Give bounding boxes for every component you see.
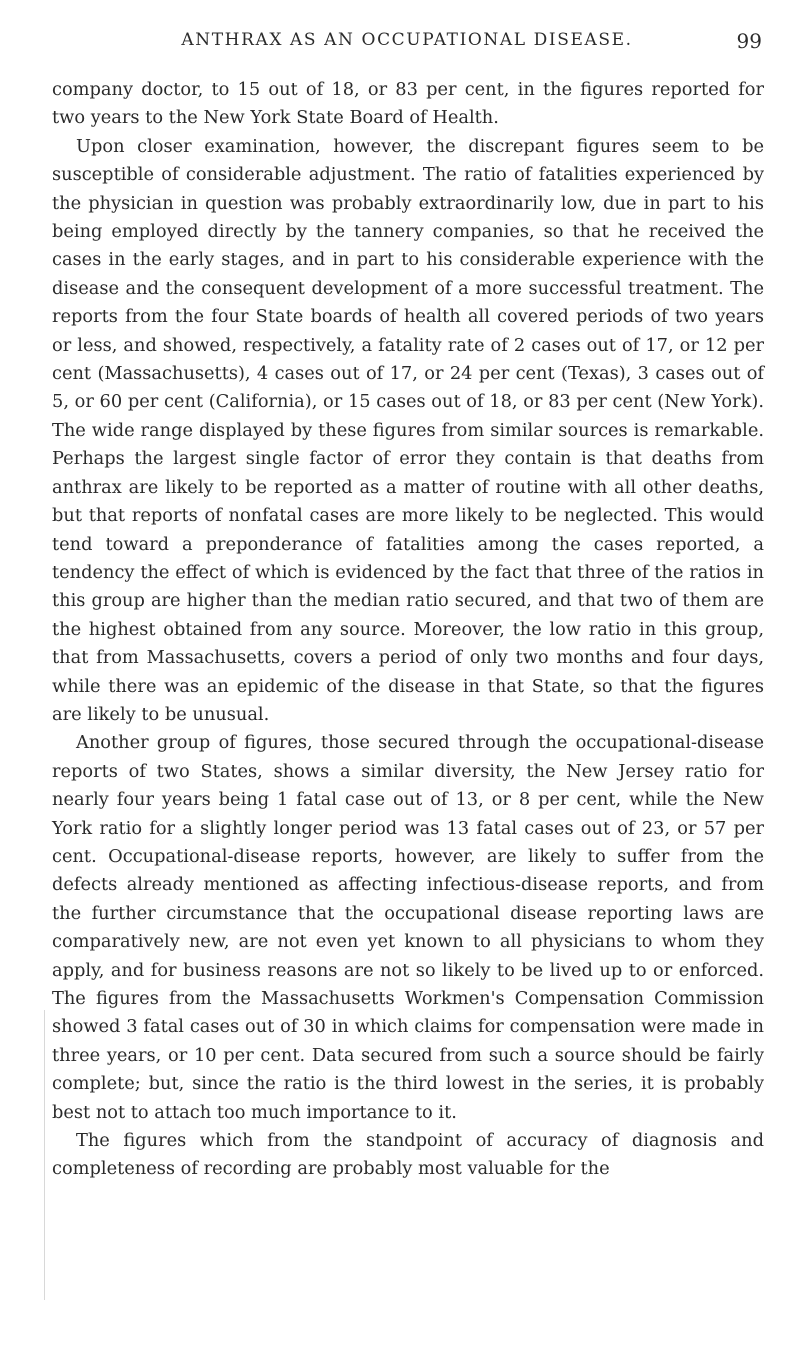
running-title: ANTHRAX AS AN OCCUPATIONAL DISEASE. (181, 30, 633, 50)
paragraph: The figures which from the standpoint of accuracy of diagnosis and completeness of recording are probably most valuable for the (52, 1130, 764, 1180)
body-text (52, 76, 764, 1184)
margin-shadow-line (44, 1010, 45, 1300)
paragraph: Upon closer examination, however, the discrepant figures seem to be susceptible of considerable adjustment. The ratio of fatalities experienced by the physician in question was probably extraordinarily low, due in part to his being employed directly by the tannery companies, so that he received the cases in the early stages, and in part to his considerable experience with the disease and the consequent development of a more successful treatment. The reports from the four State boards of health all covered periods of two years or less, and showed, respectively, a fatality rate of 2 cases out of 17, or 12 per cent (Massachusetts), 4 cases out of 17, or 24 per cent (Texas), 3 cases out of 5, or 60 per cent (California), or 15 cases out of 18, or 83 per cent (New York). The wide range displayed by these figures from similar sources is remarkable. Perhaps the largest single factor of error they contain is that deaths from anthrax are likely to be reported as a matter of routine with all other deaths, but that reports of nonfatal cases are more likely to be neglected. This would tend toward a preponderance of fatalities among the cases reported, a tendency the effect of which is evidenced by the fact that three of the ratios in this group are higher than the median ratio secured, and that two of them are the highest obtained from any source. Moreover, the low ratio in this group, that from Massachusetts, covers a period of only two months and four days, while there was an epidemic of the disease in that State, so that the figures are likely to be unusual. (52, 135, 764, 725)
running-head (52, 30, 762, 54)
paragraph-continued: company doctor, to 15 out of 18, or 83 per cent, in the figures reported for two years to the New York State Board of Health. (52, 79, 764, 129)
paragraph: Another group of figures, those secured through the occupational-disease reports of two States, shows a similar diversity, the New Jersey ratio for nearly four years being 1 fatal case out of 13, or 8 per cent, while the New York ratio for a slightly longer period was 13 fatal cases out of 23, or 57 per cent. Occupational-disease reports, however, are likely to suffer from the defects already mentioned as affecting infectious-disease reports, and from the further circumstance that the occupational disease reporting laws are comparatively new, are not even yet known to all physicians to whom they apply, and for business reasons are not so likely to be lived up to or enforced. The figures from the Massachusetts Workmen's Compensation Commission showed 3 fatal cases out of 30 in which claims for compensation were made in three years, or 10 per cent. Data secured from such a source should be fairly complete; but, since the ratio is the third lowest in the series, it is probably best not to attach too much importance to it. (52, 732, 764, 1123)
page-number: 99 (736, 29, 762, 53)
